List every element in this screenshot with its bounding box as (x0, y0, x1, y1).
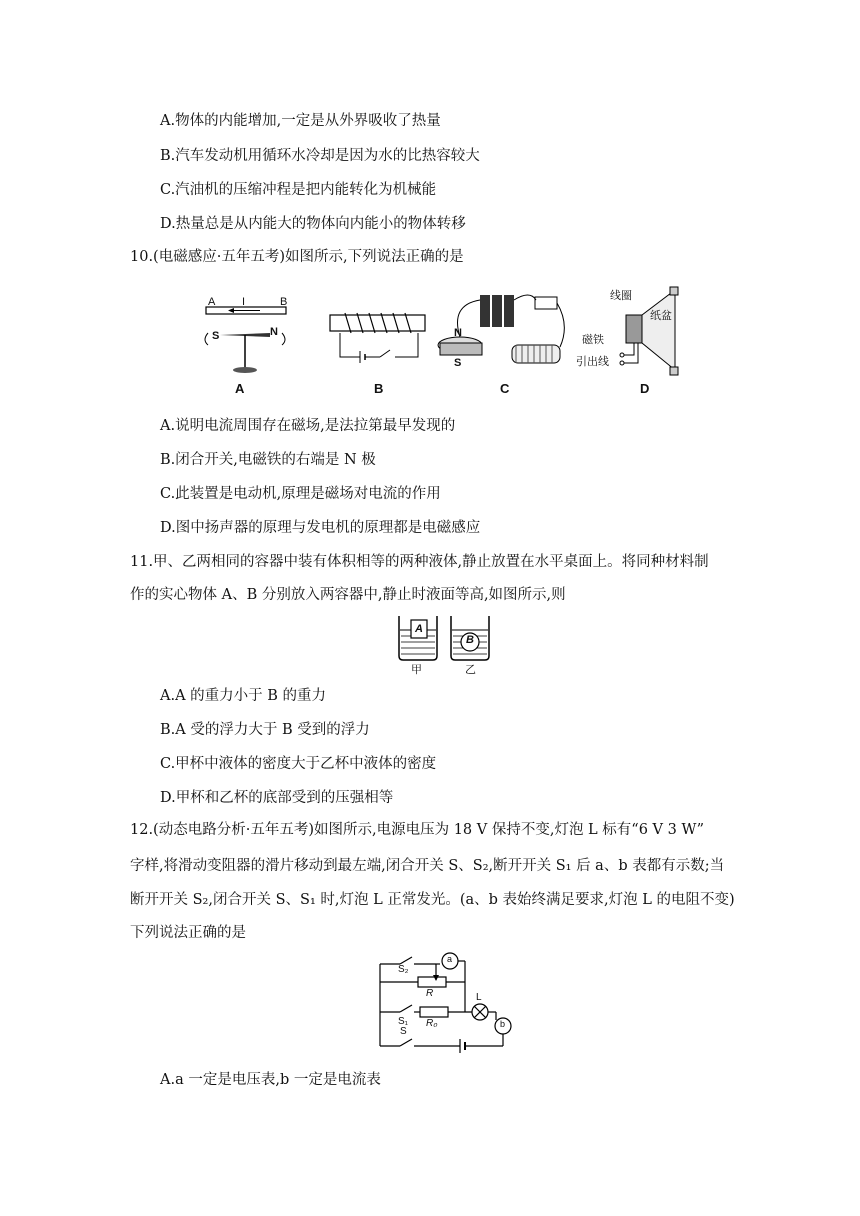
fig-a-s-label: S (212, 330, 220, 342)
fig-d-magnet-label: 磁铁 (582, 334, 604, 346)
fig-a-n-label: N (270, 326, 278, 338)
q12-stem-line2: 字样,将滑动变阻器的滑片移动到最左端,闭合开关 S、S₂,断开开关 S₁ 后 a、b 表都有示数;当 (130, 858, 725, 874)
figure-b-electromagnet (330, 313, 425, 363)
ball-b-label: B (466, 634, 474, 646)
r0-label: R₀ (426, 1018, 438, 1029)
q10-figure (190, 285, 690, 400)
q10-option-a: A.说明电流周围存在磁场,是法拉第最早发现的 (160, 418, 456, 434)
fig-c-n-label: N (454, 327, 462, 339)
q11-option-b: B.A 受的浮力大于 B 受到的浮力 (160, 722, 370, 738)
q11-stem-line2: 作的实心物体 A、B 分别放入两容器中,静止时液面等高,如图所示,则 (130, 587, 566, 603)
figure-label-b: B (374, 381, 384, 396)
q9-option-c: C.汽油机的压缩冲程是把内能转化为机械能 (160, 182, 437, 198)
s2-label: S₂ (398, 964, 409, 975)
l-label: L (476, 992, 482, 1003)
q12-option-a: A.a 一定是电压表,b 一定是电流表 (160, 1072, 381, 1088)
jia-label: 甲 (411, 664, 422, 676)
figure-label-a: A (235, 381, 245, 396)
q10-option-c: C.此装置是电动机,原理是磁场对电流的作用 (160, 486, 441, 502)
meter-a-label: a (447, 954, 453, 964)
meter-b-label: b (500, 1019, 506, 1029)
q10-stem: 10.(电磁感应·五年五考)如图所示,下列说法正确的是 (130, 249, 464, 265)
q12-stem-line4: 下列说法正确的是 (130, 925, 246, 941)
q11-option-c: C.甲杯中液体的密度大于乙杯中液体的密度 (160, 756, 437, 772)
q9-option-d: D.热量总是从内能大的物体向内能小的物体转移 (160, 216, 466, 232)
figure-label-c: C (500, 381, 510, 396)
fig-d-coil-label: 线圈 (610, 290, 632, 302)
q11-stem-line1: 11.甲、乙两相同的容器中装有体积相等的两种液体,静止放置在水平桌面上。将同种材料制 (130, 554, 709, 570)
q10-option-d: D.图中扬声器的原理与发电机的原理都是电磁感应 (160, 520, 481, 536)
s1-label: S₁ (398, 1016, 409, 1027)
q11-option-d: D.甲杯和乙杯的底部受到的压强相等 (160, 790, 394, 806)
fig-a-right-label: B (280, 296, 288, 308)
s-label: S (400, 1026, 407, 1037)
figure-label-d: D (640, 381, 650, 396)
q9-option-a: A.物体的内能增加,一定是从外界吸收了热量 (160, 113, 441, 129)
yi-label: 乙 (465, 664, 476, 676)
q11-figure (395, 612, 495, 674)
q10-option-b: B.闭合开关,电磁铁的右端是 N 极 (160, 452, 376, 468)
fig-d-cone-label: 纸盆 (650, 310, 672, 322)
fig-a-left-label: A (208, 296, 216, 308)
block-a-label: A (415, 623, 423, 635)
q12-stem-line1: 12.(动态电路分析·五年五考)如图所示,电源电压为 18 V 保持不变,灯泡 L 标有“6 V 3 W” (130, 822, 705, 838)
r-label: R (426, 988, 434, 999)
fig-a-current-label: I (242, 296, 246, 308)
q12-stem-line3: 断开开关 S₂,闭合开关 S、S₁ 时,灯泡 L 正常发光。(a、b 表始终满足要求,灯泡 L 的电阻不变) (130, 892, 735, 908)
q9-option-b: B.汽车发动机用循环水冷却是因为水的比热容较大 (160, 148, 480, 164)
q12-circuit-figure (370, 950, 520, 1060)
fig-d-lead-label: 引出线 (576, 356, 609, 368)
fig-c-s-label: S (454, 357, 462, 369)
q11-option-a: A.A 的重力小于 B 的重力 (160, 688, 327, 704)
